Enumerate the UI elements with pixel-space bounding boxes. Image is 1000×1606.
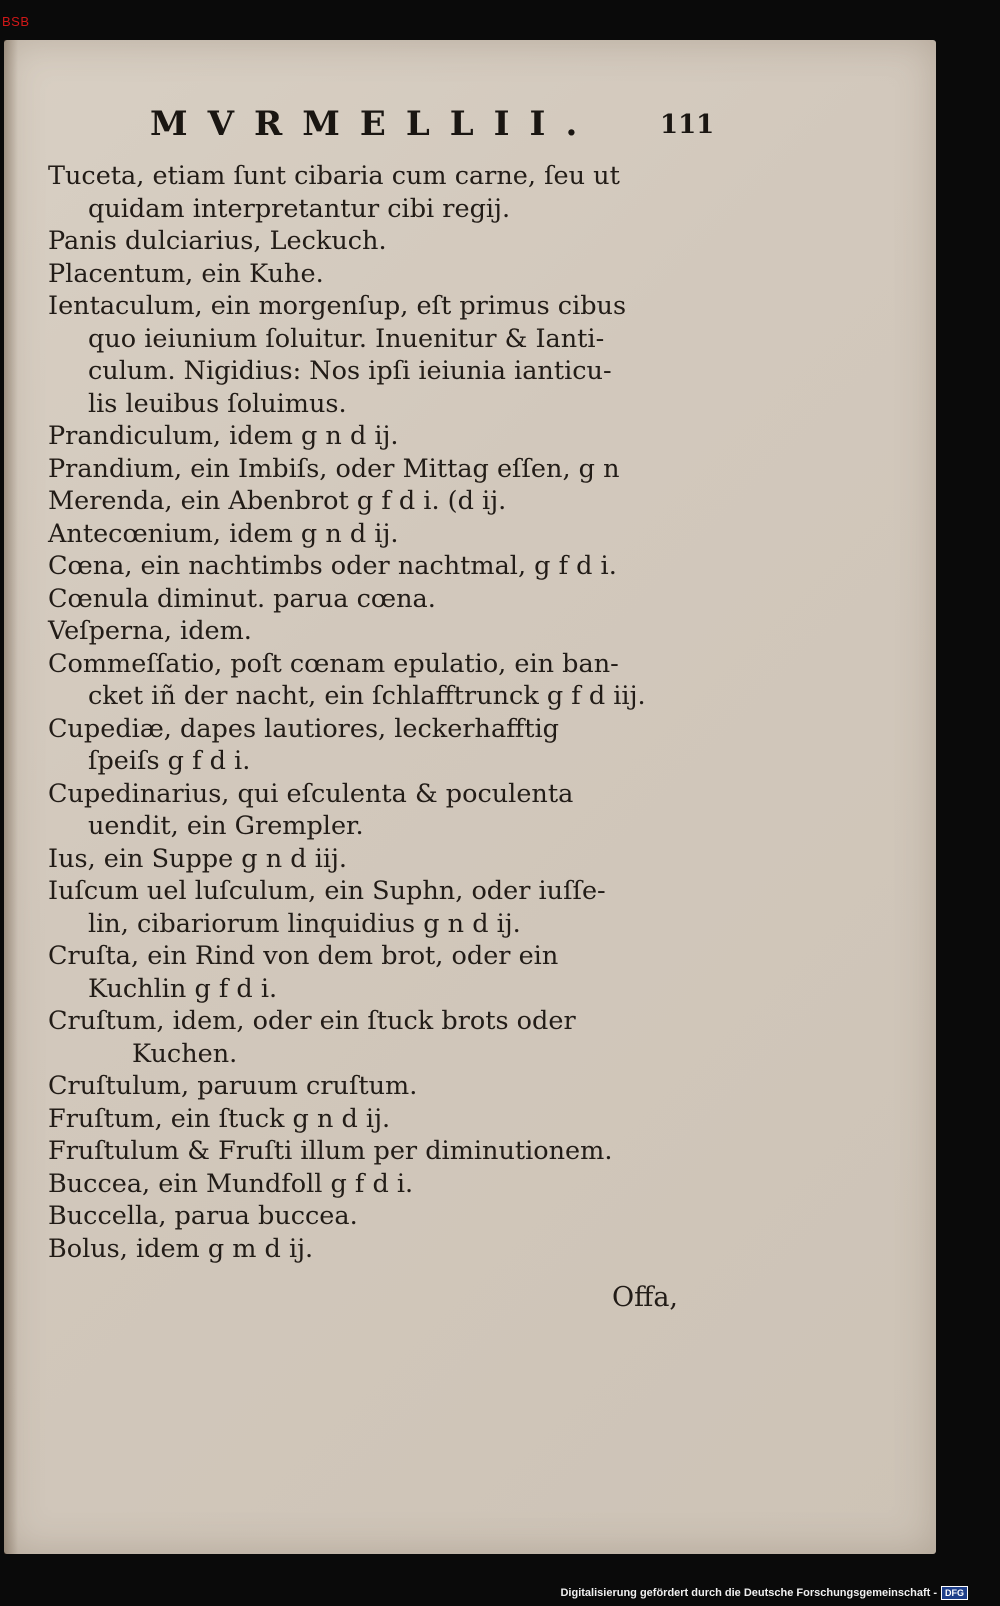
entry-headline: Fruſtum, ein ſtuck g n d ij.: [48, 1103, 391, 1134]
glossary-entry: [48, 940, 708, 1005]
entry-continuation: quo ieiunium ſoluitur. Inuenitur & Ianti-: [88, 323, 605, 354]
entry-headline: Cœnula diminut. parua cœna.: [48, 583, 436, 614]
glossary-entry: [48, 1103, 708, 1136]
entry-continuation: Kuchen.: [132, 1038, 238, 1069]
entry-continuation: quidam interpretantur cibi regij.: [88, 193, 511, 224]
entry-headline: Tuceta, etiam ſunt cibaria cum carne, ſeu ut: [48, 161, 620, 191]
glossary-entry: [48, 1200, 708, 1233]
glossary-entries: [48, 160, 708, 1265]
entry-headline: Merenda, ein Abenbrot g f d i. (d ij.: [48, 486, 507, 516]
glossary-entry: [48, 1233, 708, 1266]
glossary-entry: [48, 648, 708, 713]
footer-text: Digitalisierung gefördert durch die Deutsche Forschungsgemeinschaft -: [560, 1587, 937, 1599]
running-head: MVRMELLII.: [150, 104, 598, 144]
glossary-entry: [48, 583, 708, 616]
catchword: Offa,: [612, 1282, 678, 1313]
entry-headline: Ius, ein Suppe g n d iij.: [48, 843, 348, 874]
dfg-logo: DFG: [941, 1586, 968, 1600]
glossary-entry: [48, 518, 708, 551]
glossary-entry: [48, 420, 708, 453]
entry-headline: Panis dulciarius, Leckuch.: [48, 226, 387, 256]
entry-headline: Prandium, ein Imbiſs, oder Mittag eſſen, g n: [48, 453, 620, 484]
entry-headline: Buccea, ein Mundfoll g f d i.: [48, 1168, 414, 1199]
entry-headline: Antecœnium, idem g n d ij.: [48, 518, 399, 549]
entry-continuation: lis leuibus ſoluimus.: [88, 388, 347, 419]
entry-headline: Bolus, idem g m d ij.: [48, 1233, 314, 1264]
entry-headline: Cruſtulum, paruum cruſtum.: [48, 1071, 418, 1101]
funding-footer: [560, 1586, 968, 1600]
glossary-entry: [48, 713, 708, 778]
entry-headline: Cœna, ein nachtimbs oder nachtmal, g f d i.: [48, 551, 617, 581]
entry-continuation: uendit, ein Grempler.: [88, 811, 364, 841]
glossary-entry: [48, 1135, 708, 1168]
glossary-entry: [48, 1168, 708, 1201]
entry-headline: Cruſta, ein Rind von dem brot, oder ein: [48, 941, 559, 971]
glossary-entry: [48, 290, 708, 420]
entry-headline: Iuſcum uel luſculum, ein Suphn, oder iuſſe-: [48, 876, 606, 906]
glossary-entry: [48, 160, 708, 225]
entry-headline: Veſperna, idem.: [48, 616, 252, 646]
glossary-entry: [48, 550, 708, 583]
glossary-entry: [48, 778, 708, 843]
glossary-entry: [48, 485, 708, 518]
glossary-entry: [48, 875, 708, 940]
entry-continuation: Kuchlin g f d i.: [88, 973, 278, 1004]
entry-headline: Cupedinarius, qui eſculenta & poculenta: [48, 778, 574, 809]
glossary-entry: [48, 1005, 708, 1070]
glossary-entry: [48, 225, 708, 258]
glossary-entry: [48, 615, 708, 648]
entry-headline: Buccella, parua buccea.: [48, 1201, 358, 1231]
entry-headline: Commeſſatio, poſt cœnam epulatio, ein ban-: [48, 648, 619, 679]
entry-headline: Placentum, ein Kuhe.: [48, 258, 324, 289]
entry-continuation: lin, cibariorum linquidius g n d ij.: [88, 908, 521, 939]
entry-headline: Ientaculum, ein morgenſup, eſt primus cibus: [48, 291, 627, 321]
entry-continuation: culum. Nigidius: Nos ipſi ieiunia ianticu-: [88, 356, 612, 386]
glossary-entry: [48, 1070, 708, 1103]
glossary-entry: [48, 843, 708, 876]
glossary-entry: [48, 258, 708, 291]
entry-headline: Cruſtum, idem, oder ein ſtuck brots oder: [48, 1006, 576, 1036]
entry-headline: Cupediæ, dapes lautiores, leckerhafftig: [48, 713, 559, 744]
library-mark: BSB: [2, 14, 30, 29]
entry-continuation: ſpeiſs g f d i.: [88, 746, 251, 776]
entry-headline: Fruſtulum & Fruſti illum per diminutionem.: [48, 1136, 613, 1166]
entry-continuation: cket iñ der nacht, ein ſchlafftrunck g f d iij.: [88, 681, 646, 711]
entry-headline: Prandiculum, idem g n d ij.: [48, 421, 399, 451]
glossary-entry: [48, 453, 708, 486]
page-number: 111: [660, 110, 715, 140]
